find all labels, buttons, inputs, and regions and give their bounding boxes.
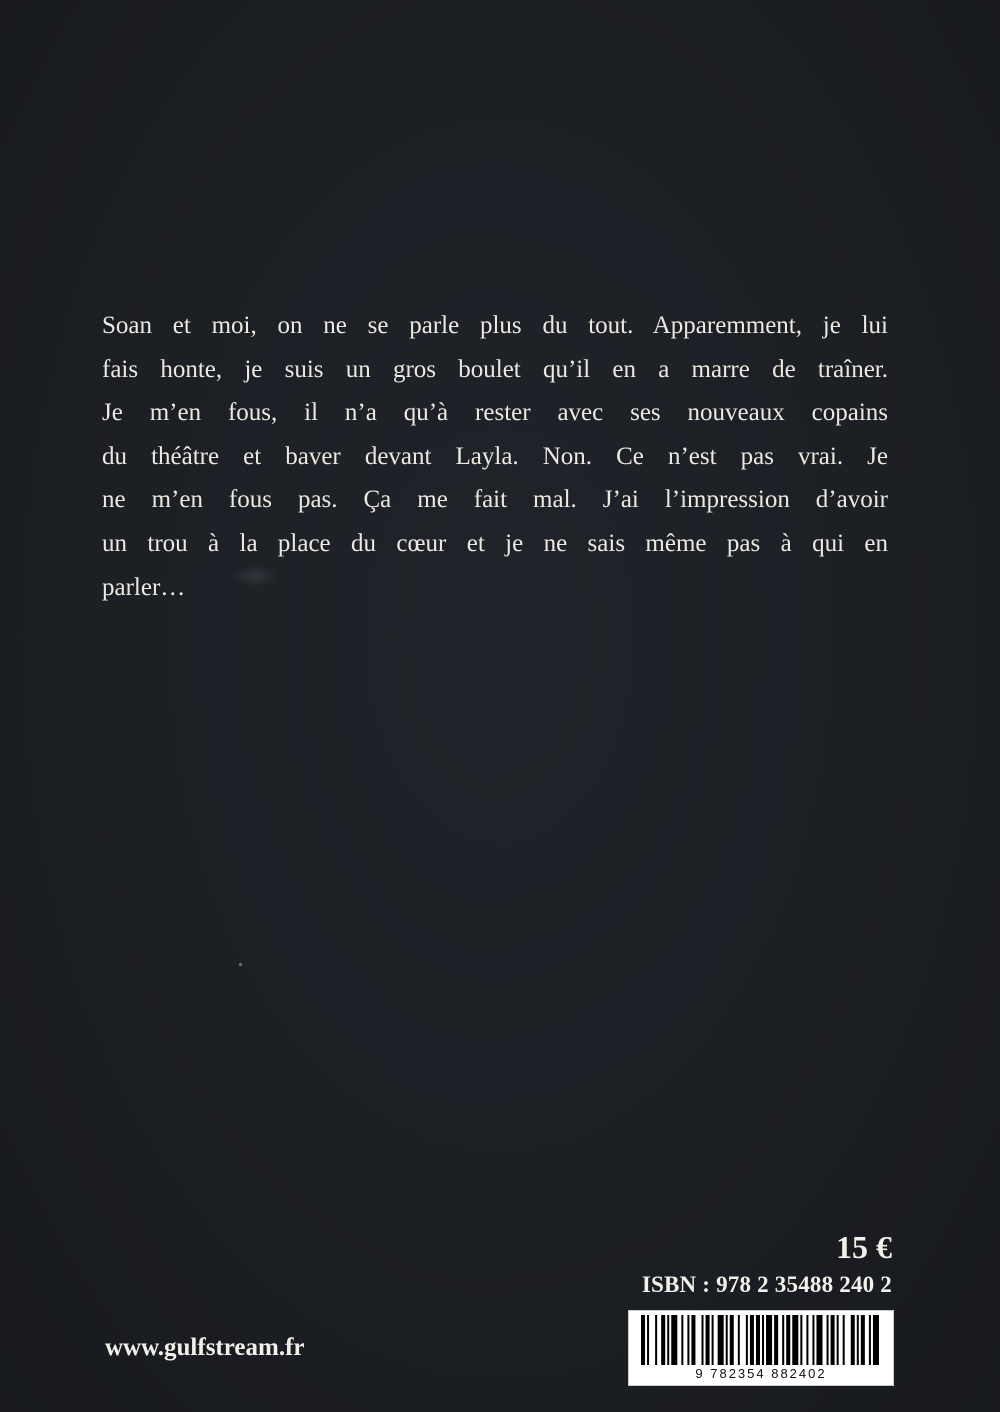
barcode-bar — [816, 1315, 822, 1365]
barcode-bar — [687, 1315, 689, 1365]
blurb-line: Soan et moi, on ne se parle plus du tout. Apparemment, je lui — [102, 312, 888, 339]
website-link[interactable]: www.gulfstream.fr — [105, 1334, 305, 1361]
barcode-bar — [786, 1315, 790, 1365]
barcode-bar — [762, 1315, 764, 1365]
barcode-bar — [691, 1315, 695, 1365]
barcode-bar — [671, 1315, 677, 1365]
speck-mark — [239, 963, 242, 966]
barcode-bar — [726, 1315, 728, 1365]
barcode-bar — [702, 1315, 704, 1365]
barcode-digits: 9 782354 882402 — [695, 1366, 827, 1381]
blurb-line: fais honte, je suis un gros boulet qu’il en a marre de traîner. — [102, 355, 888, 383]
blurb-text — [102, 304, 888, 609]
barcode — [628, 1310, 894, 1386]
price-label: 15 € — [836, 1229, 892, 1265]
blurb-line: ne m’en fous pas. Ça me fait mal. J’ai l’impression d’avoir — [102, 486, 888, 514]
barcode-bar — [812, 1315, 814, 1365]
barcode-bar — [681, 1315, 683, 1365]
barcode-bar — [851, 1315, 855, 1365]
barcode-bar — [667, 1315, 669, 1365]
barcode-bar — [655, 1315, 657, 1365]
barcode-bar — [774, 1315, 778, 1365]
barcode-bar — [806, 1315, 808, 1365]
barcode-bar — [730, 1315, 734, 1365]
barcode-bar — [873, 1315, 879, 1365]
barcode-bar — [746, 1315, 748, 1365]
blurb-line: un trou à la place du cœur et je ne sais même pas à qui en — [102, 529, 888, 557]
barcode-bar — [750, 1315, 754, 1365]
blurb-line: parler… — [102, 573, 186, 601]
barcode-bars — [641, 1315, 881, 1365]
barcode-bar — [857, 1315, 859, 1365]
barcode-bar — [706, 1315, 710, 1365]
barcode-bar — [861, 1315, 865, 1365]
barcode-bar — [792, 1315, 798, 1365]
barcode-bar — [661, 1315, 665, 1365]
blurb-line: du théâtre et baver devant Layla. Non. Ce n’est pas vrai. Je — [102, 442, 888, 470]
barcode-bar — [756, 1315, 760, 1365]
barcode-bar — [766, 1315, 772, 1365]
barcode-bar — [718, 1315, 724, 1365]
barcode-bar — [738, 1315, 740, 1365]
blurb-line: Je m’en fous, il n’a qu’à rester avec ses nouveaux copains — [102, 399, 888, 427]
barcode-bar — [843, 1315, 845, 1365]
barcode-bar — [831, 1315, 835, 1365]
barcode-bar — [782, 1315, 784, 1365]
barcode-bar — [827, 1315, 829, 1365]
barcode-bar — [837, 1315, 839, 1365]
barcode-bar — [647, 1315, 649, 1365]
isbn-label: ISBN : 978 2 35488 240 2 — [641, 1272, 892, 1297]
barcode-bar — [712, 1315, 714, 1365]
barcode-bar — [641, 1315, 645, 1365]
barcode-bar — [800, 1315, 802, 1365]
barcode-bar — [869, 1315, 871, 1365]
